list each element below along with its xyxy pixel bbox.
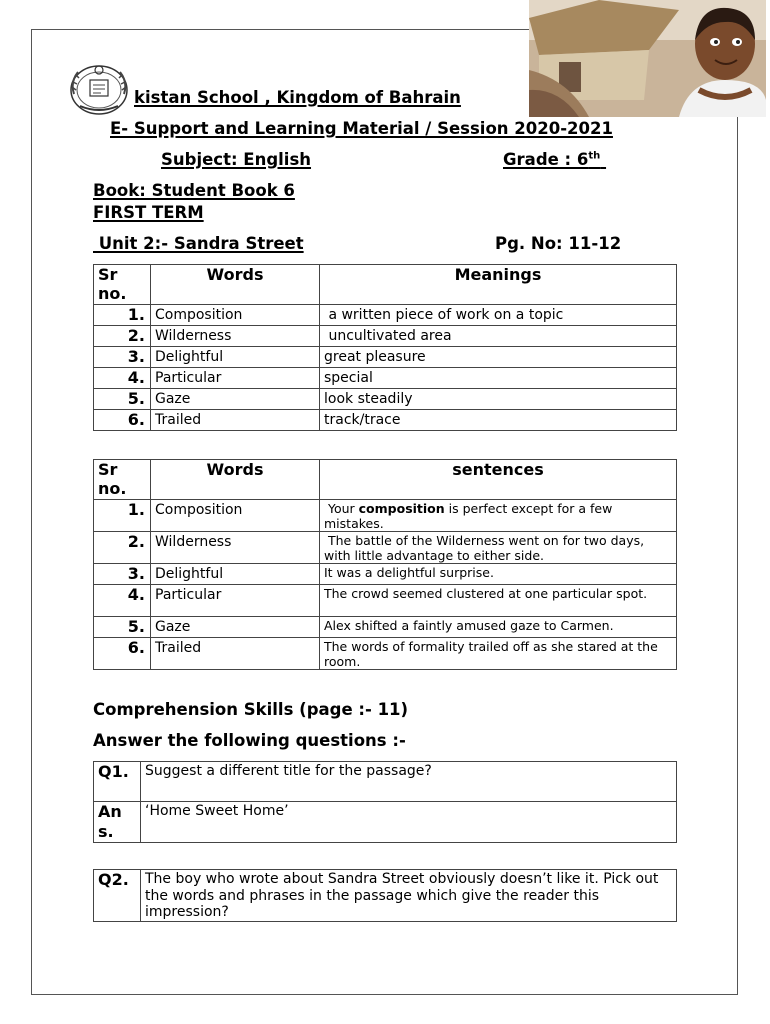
table-row bbox=[94, 305, 677, 326]
answer-label: Ans. bbox=[94, 802, 141, 843]
row-number: 3. bbox=[94, 564, 151, 585]
unit-title: Unit 2:- Sandra Street bbox=[93, 234, 304, 253]
row-number: 3. bbox=[94, 347, 151, 368]
material-title: E- Support and Learning Material / Session 2020-2021 bbox=[110, 119, 613, 138]
word-cell: Delightful bbox=[151, 564, 320, 585]
word-cell: Wilderness bbox=[151, 326, 320, 347]
sentence-cell: The crowd seemed clustered at one particular spot. bbox=[320, 585, 677, 617]
subject-label: Subject: English bbox=[161, 150, 312, 169]
row-number: 5. bbox=[94, 617, 151, 638]
row-number: 2. bbox=[94, 532, 151, 564]
question-row bbox=[94, 870, 677, 922]
word-cell: Gaze bbox=[151, 617, 320, 638]
question-1-table bbox=[93, 761, 677, 843]
school-crest-logo bbox=[66, 60, 132, 116]
question-label: Q2. bbox=[94, 870, 141, 922]
table-row bbox=[94, 585, 677, 617]
table-row bbox=[94, 500, 677, 532]
grade-label: Grade : 6th bbox=[503, 150, 601, 169]
row-number: 5. bbox=[94, 389, 151, 410]
question-text: Suggest a different title for the passage? bbox=[141, 762, 677, 802]
header-sr-no: Sr no. bbox=[94, 265, 151, 305]
sentence-cell: Alex shifted a faintly amused gaze to Carmen. bbox=[320, 617, 677, 638]
word-cell: Wilderness bbox=[151, 532, 320, 564]
term-label: FIRST TERM bbox=[93, 203, 204, 222]
question-text: The boy who wrote about Sandra Street obviously doesn’t like it. Pick out the words and phrases in the passage which give the reader this impression? bbox=[141, 870, 677, 922]
word-cell: Composition bbox=[151, 305, 320, 326]
table-row bbox=[94, 347, 677, 368]
table-row bbox=[94, 617, 677, 638]
word-cell: Particular bbox=[151, 585, 320, 617]
question-label: Q1. bbox=[94, 762, 141, 802]
meaning-cell: special bbox=[320, 368, 677, 389]
header-meanings: Meanings bbox=[320, 265, 677, 305]
header-words: Words bbox=[151, 460, 320, 500]
answer-row bbox=[94, 802, 677, 843]
table-row bbox=[94, 326, 677, 347]
sentence-cell: Your composition is perfect except for a few mistakes. bbox=[320, 500, 677, 532]
table-row bbox=[94, 368, 677, 389]
word-cell: Trailed bbox=[151, 410, 320, 431]
word-cell: Trailed bbox=[151, 638, 320, 670]
row-number: 1. bbox=[94, 305, 151, 326]
table-row bbox=[94, 389, 677, 410]
word-cell: Composition bbox=[151, 500, 320, 532]
row-number: 4. bbox=[94, 368, 151, 389]
table-row bbox=[94, 410, 677, 431]
word-cell: Delightful bbox=[151, 347, 320, 368]
meaning-cell: great pleasure bbox=[320, 347, 677, 368]
meaning-cell: uncultivated area bbox=[320, 326, 677, 347]
row-number: 6. bbox=[94, 410, 151, 431]
table-row bbox=[94, 564, 677, 585]
header-sentences: sentences bbox=[320, 460, 677, 500]
question-2-table bbox=[93, 869, 677, 922]
question-row bbox=[94, 762, 677, 802]
sentence-cell: The battle of the Wilderness went on for two days, with little advantage to either side. bbox=[320, 532, 677, 564]
questions-instruction: Answer the following questions :- bbox=[93, 731, 406, 750]
row-number: 2. bbox=[94, 326, 151, 347]
header-sr-no: Sr no. bbox=[94, 460, 151, 500]
table-row bbox=[94, 638, 677, 670]
book-label: Book: Student Book 6 bbox=[93, 181, 295, 200]
meanings-table bbox=[93, 264, 677, 431]
row-number: 1. bbox=[94, 500, 151, 532]
word-cell: Gaze bbox=[151, 389, 320, 410]
answer-text: ‘Home Sweet Home’ bbox=[141, 802, 677, 843]
meaning-cell: look steadily bbox=[320, 389, 677, 410]
header-words: Words bbox=[151, 265, 320, 305]
comprehension-title: Comprehension Skills (page :- 11) bbox=[93, 700, 409, 719]
meaning-cell: a written piece of work on a topic bbox=[320, 305, 677, 326]
row-number: 4. bbox=[94, 585, 151, 617]
school-name: kistan School , Kingdom of Bahrain bbox=[134, 88, 461, 107]
sentence-cell: It was a delightful surprise. bbox=[320, 564, 677, 585]
sentence-cell: The words of formality trailed off as she stared at the room. bbox=[320, 638, 677, 670]
table-row bbox=[94, 532, 677, 564]
word-cell: Particular bbox=[151, 368, 320, 389]
sentences-table bbox=[93, 459, 677, 670]
page-number: Pg. No: 11-12 bbox=[495, 234, 622, 253]
story-illustration bbox=[529, 0, 766, 117]
row-number: 6. bbox=[94, 638, 151, 670]
meaning-cell: track/trace bbox=[320, 410, 677, 431]
